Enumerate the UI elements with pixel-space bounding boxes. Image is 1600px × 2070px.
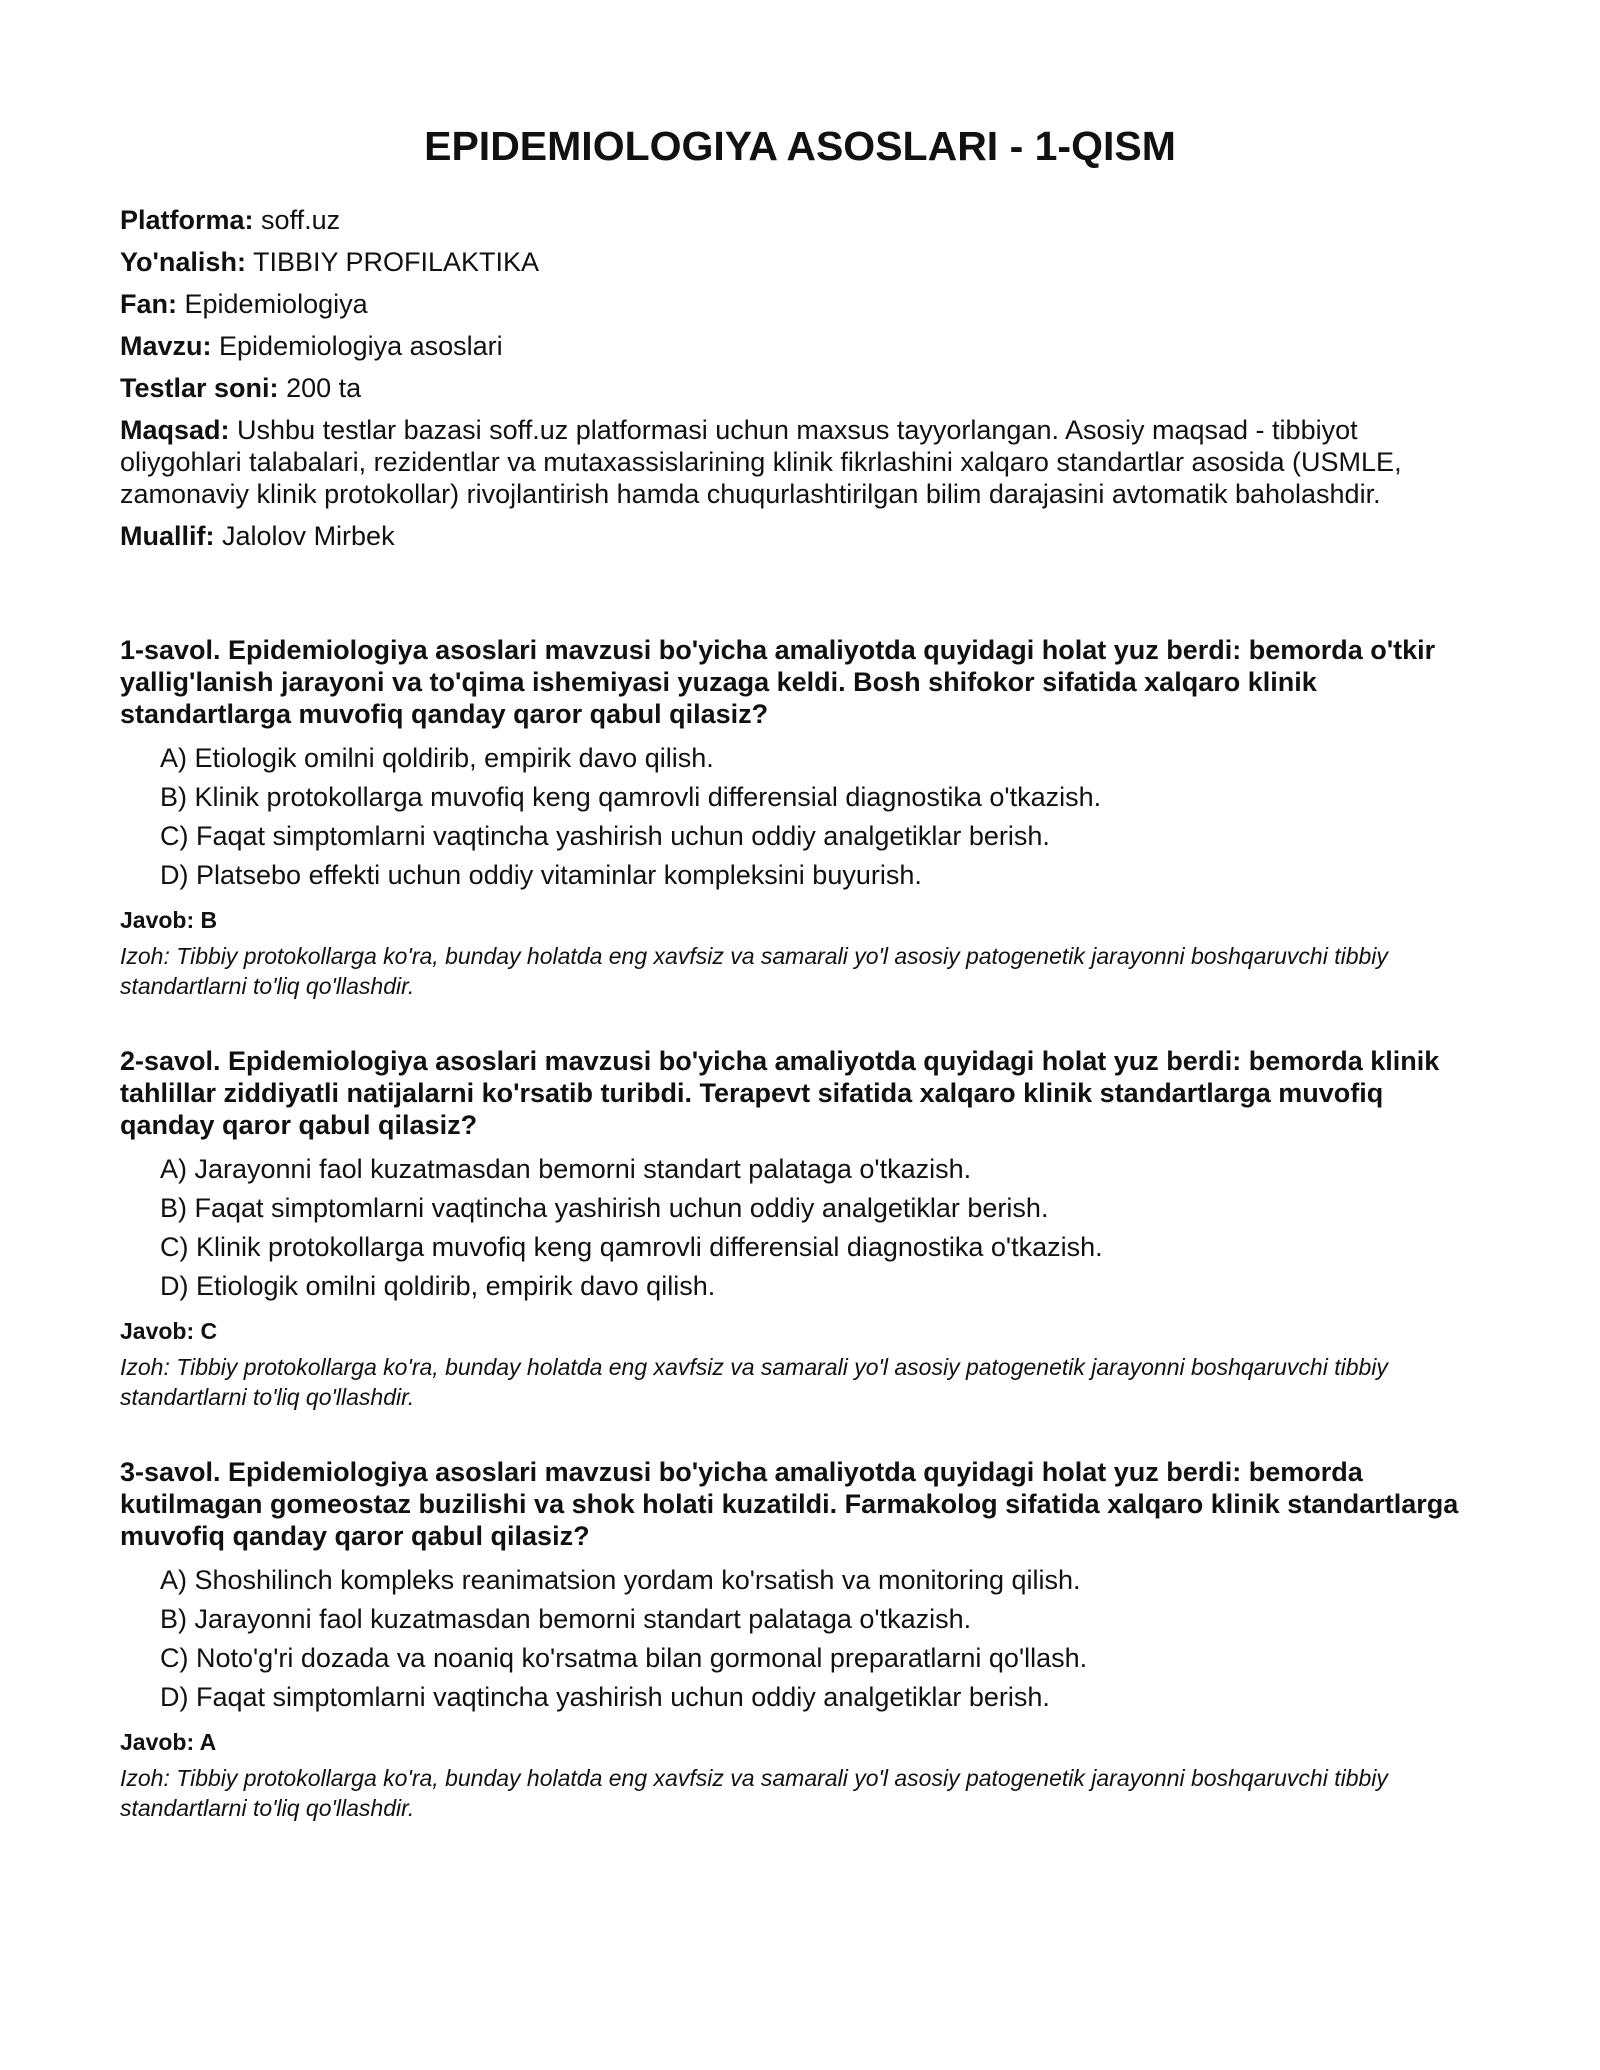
meta-yonalish bbox=[120, 246, 1480, 278]
meta-value: Jalolov Mirbek bbox=[222, 521, 395, 551]
meta-key: Fan: bbox=[120, 289, 177, 319]
meta-key: Yo'nalish: bbox=[120, 247, 246, 277]
meta-maqsad bbox=[120, 414, 1480, 510]
answer-label: Javob: A bbox=[120, 1729, 217, 1755]
answer-label: Javob: B bbox=[120, 907, 218, 933]
option-a: A) Jarayonni faol kuzatmasdan bemorni standart palataga o'tkazish. bbox=[160, 1154, 972, 1184]
option-a: A) Etiologik omilni qoldirib, empirik davo qilish. bbox=[160, 743, 714, 773]
option-b: B) Klinik protokollarga muvofiq keng qamrovli differensial diagnostika o'tkazish. bbox=[160, 782, 1102, 812]
meta-value: Epidemiologiya asoslari bbox=[219, 331, 503, 361]
explanation-note: Izoh: Tibbiy protokollarga ko'ra, bunday holatda eng xavfsiz va samarali yo'l asosiy patogenetik jarayonni boshqaruvchi tibbiy standartlarni to'liq qo'llashdir. bbox=[120, 1765, 1388, 1821]
option-list bbox=[120, 1564, 1480, 1713]
meta-value: Epidemiologiya bbox=[184, 289, 368, 319]
meta-mavzu bbox=[120, 330, 1480, 362]
meta-muallif bbox=[120, 520, 1480, 552]
document-meta bbox=[120, 204, 1480, 552]
option-b: B) Jarayonni faol kuzatmasdan bemorni standart palataga o'tkazish. bbox=[160, 1604, 972, 1634]
meta-key: Maqsad: bbox=[120, 415, 230, 445]
question-text: 3-savol. Epidemiologiya asoslari mavzusi bo'yicha amaliyotda quyidagi holat yuz berdi: bemorda kutilmagan gomeostaz buzilishi va shok holati kuzatildi. Farmakolog sifatida xalqaro klinik standartlarga muvofiq qanday qaror qabul qilasiz? bbox=[120, 1457, 1459, 1551]
question-1 bbox=[120, 634, 1480, 1001]
option-list bbox=[120, 1153, 1480, 1302]
option-list bbox=[120, 742, 1480, 891]
meta-value: 200 ta bbox=[286, 373, 362, 403]
meta-value: soff.uz bbox=[261, 205, 341, 235]
meta-key: Platforma: bbox=[120, 205, 254, 235]
option-d: D) Etiologik omilni qoldirib, empirik davo qilish. bbox=[160, 1271, 716, 1301]
option-d: D) Platsebo effekti uchun oddiy vitaminlar kompleksini buyurish. bbox=[160, 860, 922, 890]
option-c: C) Klinik protokollarga muvofiq keng qamrovli differensial diagnostika o'tkazish. bbox=[160, 1232, 1103, 1262]
meta-value: TIBBIY PROFILAKTIKA bbox=[252, 247, 540, 277]
question-list bbox=[120, 634, 1480, 1823]
option-c: C) Noto'g'ri dozada va noaniq ko'rsatma bilan gormonal preparatlarni qo'llash. bbox=[160, 1643, 1088, 1673]
option-a: A) Shoshilinch kompleks reanimatsion yordam ko'rsatish va monitoring qilish. bbox=[160, 1565, 1081, 1595]
meta-fan bbox=[120, 288, 1480, 320]
question-3 bbox=[120, 1456, 1480, 1823]
option-c: C) Faqat simptomlarni vaqtincha yashirish uchun oddiy analgetiklar berish. bbox=[160, 821, 1050, 851]
explanation-note: Izoh: Tibbiy protokollarga ko'ra, bunday holatda eng xavfsiz va samarali yo'l asosiy patogenetik jarayonni boshqaruvchi tibbiy standartlarni to'liq qo'llashdir. bbox=[120, 943, 1388, 999]
question-text: 2-savol. Epidemiologiya asoslari mavzusi bo'yicha amaliyotda quyidagi holat yuz berdi: bemorda klinik tahlillar ziddiyatli natijalarni ko'rsatib turibdi. Terapevt sifatida xalqaro klinik standartlarga muvofiq qanday qaror qabul qilasiz? bbox=[120, 1046, 1440, 1140]
option-b: B) Faqat simptomlarni vaqtincha yashirish uchun oddiy analgetiklar berish. bbox=[160, 1193, 1049, 1223]
option-d: D) Faqat simptomlarni vaqtincha yashirish uchun oddiy analgetiklar berish. bbox=[160, 1682, 1050, 1712]
meta-testlar-soni bbox=[120, 372, 1480, 404]
meta-value: Ushbu testlar bazasi soff.uz platformasi uchun maxsus tayyorlangan. Asosiy maqsad - tibbiyot oliygohlari talabalari, rezidentlar va mutaxassislarining klinik fikrlashini xalqaro standartlar asosida (USMLE, zamonaviy klinik protokollar) rivojlantirish hamda chuqurlashtirilgan bilim darajasini avtomatik baholashdir. bbox=[120, 415, 1402, 509]
meta-platforma bbox=[120, 204, 1480, 236]
document-title: EPIDEMIOLOGIYA ASOSLARI - 1-QISM bbox=[424, 123, 1176, 169]
explanation-note: Izoh: Tibbiy protokollarga ko'ra, bunday holatda eng xavfsiz va samarali yo'l asosiy patogenetik jarayonni boshqaruvchi tibbiy standartlarni to'liq qo'llashdir. bbox=[120, 1354, 1388, 1410]
question-text: 1-savol. Epidemiologiya asoslari mavzusi bo'yicha amaliyotda quyidagi holat yuz berdi: bemorda o'tkir yallig'lanish jarayoni va to'qima ishemiyasi yuzaga keldi. Bosh shifokor sifatida xalqaro klinik standartlarga muvofiq qanday qaror qabul qilasiz? bbox=[120, 635, 1436, 729]
question-2 bbox=[120, 1045, 1480, 1412]
answer-label: Javob: C bbox=[120, 1318, 218, 1344]
meta-key: Testlar soni: bbox=[120, 373, 279, 403]
meta-key: Muallif: bbox=[120, 521, 215, 551]
meta-key: Mavzu: bbox=[120, 331, 212, 361]
